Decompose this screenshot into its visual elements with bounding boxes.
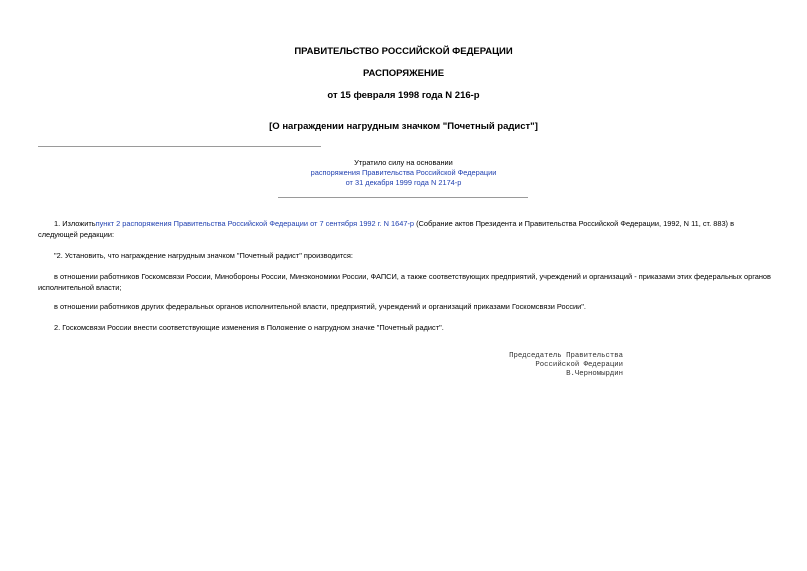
paragraph-4-text: в отношении работников других федеральных органов исполнительной власти, предприятий, учреждений и организаций приказами Госкомсвязи России". xyxy=(54,302,586,311)
paragraph-2-text: "2. Установить, что награждение нагрудным значком "Почетный радист" производится: xyxy=(54,251,353,260)
signature-name: В.Черномырдин xyxy=(566,370,623,378)
paragraph-3 xyxy=(38,271,771,293)
title-divider xyxy=(38,146,321,147)
paragraph-4 xyxy=(38,301,771,312)
paragraph-1-prefix: 1. Изложить xyxy=(54,219,96,228)
date-number-heading: от 15 февраля 1998 года N 216-р xyxy=(327,90,480,101)
status-note-text: Утратило силу на основании xyxy=(354,158,453,167)
paragraph-2 xyxy=(38,250,771,261)
paragraph-3-content: в отношении работников Госкомсвязи России, Минобороны России, Минэкономики России, ФАПСИ, а также соответствующих предприятий, учреждений и организаций - приказами этих федеральных органов исполнительной власти; xyxy=(38,272,771,292)
document-type-heading: РАСПОРЯЖЕНИЕ xyxy=(362,68,445,79)
repeal-act-link[interactable]: распоряжения Правительства Российской Федерации xyxy=(310,168,497,177)
signature-position: Председатель Правительства xyxy=(509,352,623,360)
paragraph-3-text xyxy=(38,272,771,292)
status-note-line-3 xyxy=(0,178,807,188)
status-note-line-2 xyxy=(0,168,807,178)
paragraph-1-suffix: (Собрание актов Президента и Правительства Российской Федерации, 1992, N 11, ст. 883) в следующей редакции: xyxy=(38,219,734,239)
government-heading: ПРАВИТЕЛЬСТВО РОССИЙСКОЙ ФЕДЕРАЦИИ xyxy=(294,46,513,57)
repeal-act-date-link[interactable]: от 31 декабря 1999 года N 2174-р xyxy=(345,178,462,187)
amended-act-link[interactable]: пункт 2 распоряжения Правительства Российской Федерации от 7 сентября 1992 г. N 1647-р xyxy=(95,219,415,228)
paragraph-5-text: 2. Госкомсвязи России внести соответствующие изменения в Положение о нагрудном значке "Почетный радист". xyxy=(54,323,444,332)
document-title: [О награждении нагрудным значком "Почетный радист"] xyxy=(269,121,538,132)
paragraph-5 xyxy=(38,322,771,333)
status-note-divider xyxy=(278,197,528,198)
signature-country: Российской Федерации xyxy=(535,361,623,369)
paragraph-1 xyxy=(38,218,771,240)
